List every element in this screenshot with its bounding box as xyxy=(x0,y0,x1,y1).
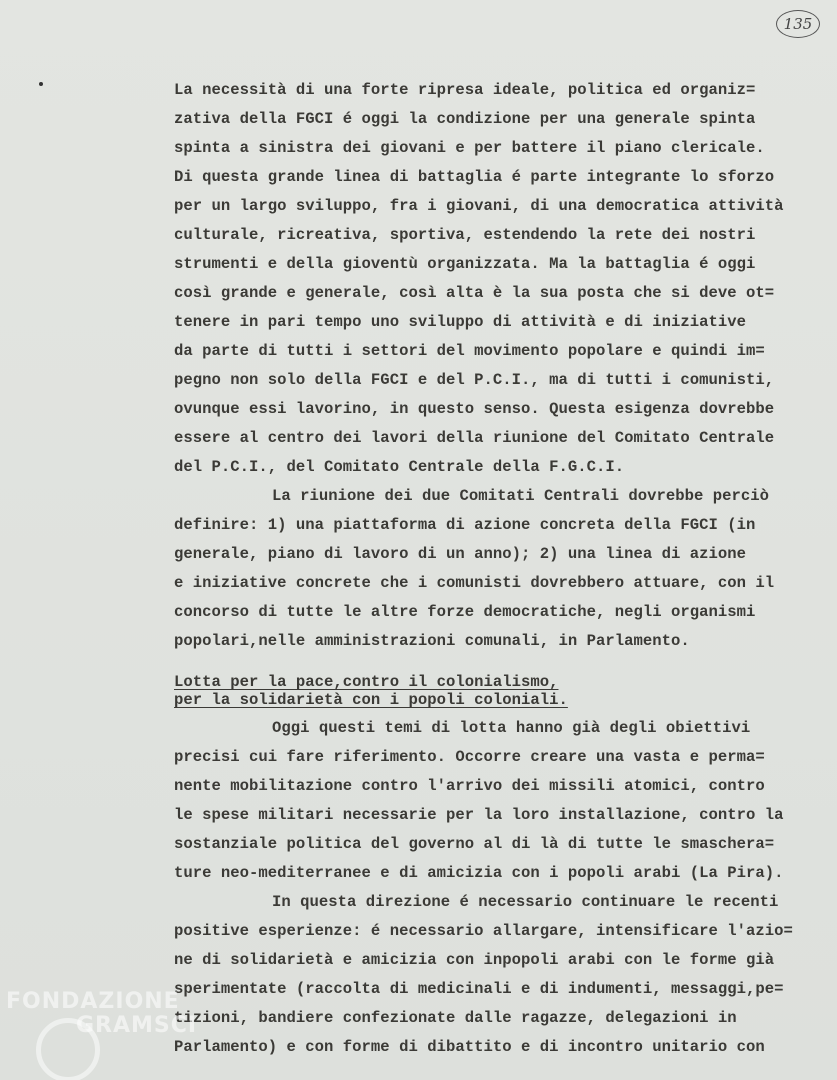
text-line: da parte di tutti i settori del movimento popolare e quindi im= xyxy=(174,342,765,360)
margin-mark xyxy=(39,82,43,86)
text-line: In questa direzione é necessario continuare le recenti xyxy=(272,893,779,911)
text-line: ovunque essi lavorino, in questo senso. Questa esigenza dovrebbe xyxy=(174,400,775,418)
text-line: le spese militari necessarie per la loro installazione, contro la xyxy=(174,806,784,824)
text-line: pegno non solo della FGCI e del P.C.I., ma di tutti i comunisti, xyxy=(174,371,775,389)
text-line: spinta a sinistra dei giovani e per battere il piano clericale. xyxy=(174,139,765,157)
text-line: strumenti e della gioventù organizzata. Ma la battaglia é oggi xyxy=(174,255,756,273)
text-line: tenere in pari tempo uno sviluppo di attività e di iniziative xyxy=(174,313,747,331)
text-line: zativa della FGCI é oggi la condizione per una generale spinta xyxy=(174,110,756,128)
text-line: culturale, ricreativa, sportiva, estendendo la rete dei nostri xyxy=(174,226,756,244)
watermark-line-1: FONDAZIONE xyxy=(6,989,180,1014)
section-heading: Lotta per la pace,contro il colonialismo, xyxy=(174,673,559,691)
text-line: sostanziale politica del governo al di là di tutte le smaschera= xyxy=(174,835,775,853)
text-line: popolari,nelle amministrazioni comunali, in Parlamento. xyxy=(174,632,690,650)
text-line: La necessità di una forte ripresa ideale, politica ed organiz= xyxy=(174,81,756,99)
text-line: ne di solidarietà e amicizia con inpopoli arabi con le forme già xyxy=(174,951,775,969)
text-line: per un largo sviluppo, fra i giovani, di una democratica attività xyxy=(174,197,784,215)
text-line: nente mobilitazione contro l'arrivo dei missili atomici, contro xyxy=(174,777,765,795)
text-line: concorso di tutte le altre forze democratiche, negli organismi xyxy=(174,603,756,621)
watermark xyxy=(6,990,197,1038)
text-line: essere al centro dei lavori della riunione del Comitato Centrale xyxy=(174,429,775,447)
text-line: ture neo-mediterranee e di amicizia con i popoli arabi (La Pira). xyxy=(174,864,784,882)
text-line: positive esperienze: é necessario allargare, intensificare l'azio= xyxy=(174,922,793,940)
text-line: definire: 1) una piattaforma di azione concreta della FGCI (in xyxy=(174,516,756,534)
text-line: La riunione dei due Comitati Centrali dovrebbe perciò xyxy=(272,487,770,505)
text-line: sperimentate (raccolta di medicinali e di indumenti, messaggi,pe= xyxy=(174,980,784,998)
text-line: precisi cui fare riferimento. Occorre creare una vasta e perma= xyxy=(174,748,765,766)
text-line: generale, piano di lavoro di un anno); 2) una linea di azione xyxy=(174,545,747,563)
page-number: 135 xyxy=(776,10,820,38)
text-line: Parlamento) e con forme di dibattito e di incontro unitario con xyxy=(174,1038,765,1056)
text-line: tizioni, bandiere confezionate dalle ragazze, delegazioni in xyxy=(174,1009,737,1027)
text-line: del P.C.I., del Comitato Centrale della F.G.C.I. xyxy=(174,458,625,476)
text-line: così grande e generale, così alta è la sua posta che si deve ot= xyxy=(174,284,775,302)
text-line: Oggi questi temi di lotta hanno già degli obiettivi xyxy=(272,719,751,737)
section-heading: per la solidarietà con i popoli coloniali. xyxy=(174,691,568,709)
text-line: e iniziative concrete che i comunisti dovrebbero attuare, con il xyxy=(174,574,775,592)
text-line: Di questa grande linea di battaglia é parte integrante lo sforzo xyxy=(174,168,775,186)
watermark-line-2: GRAMSCI xyxy=(76,1013,198,1038)
